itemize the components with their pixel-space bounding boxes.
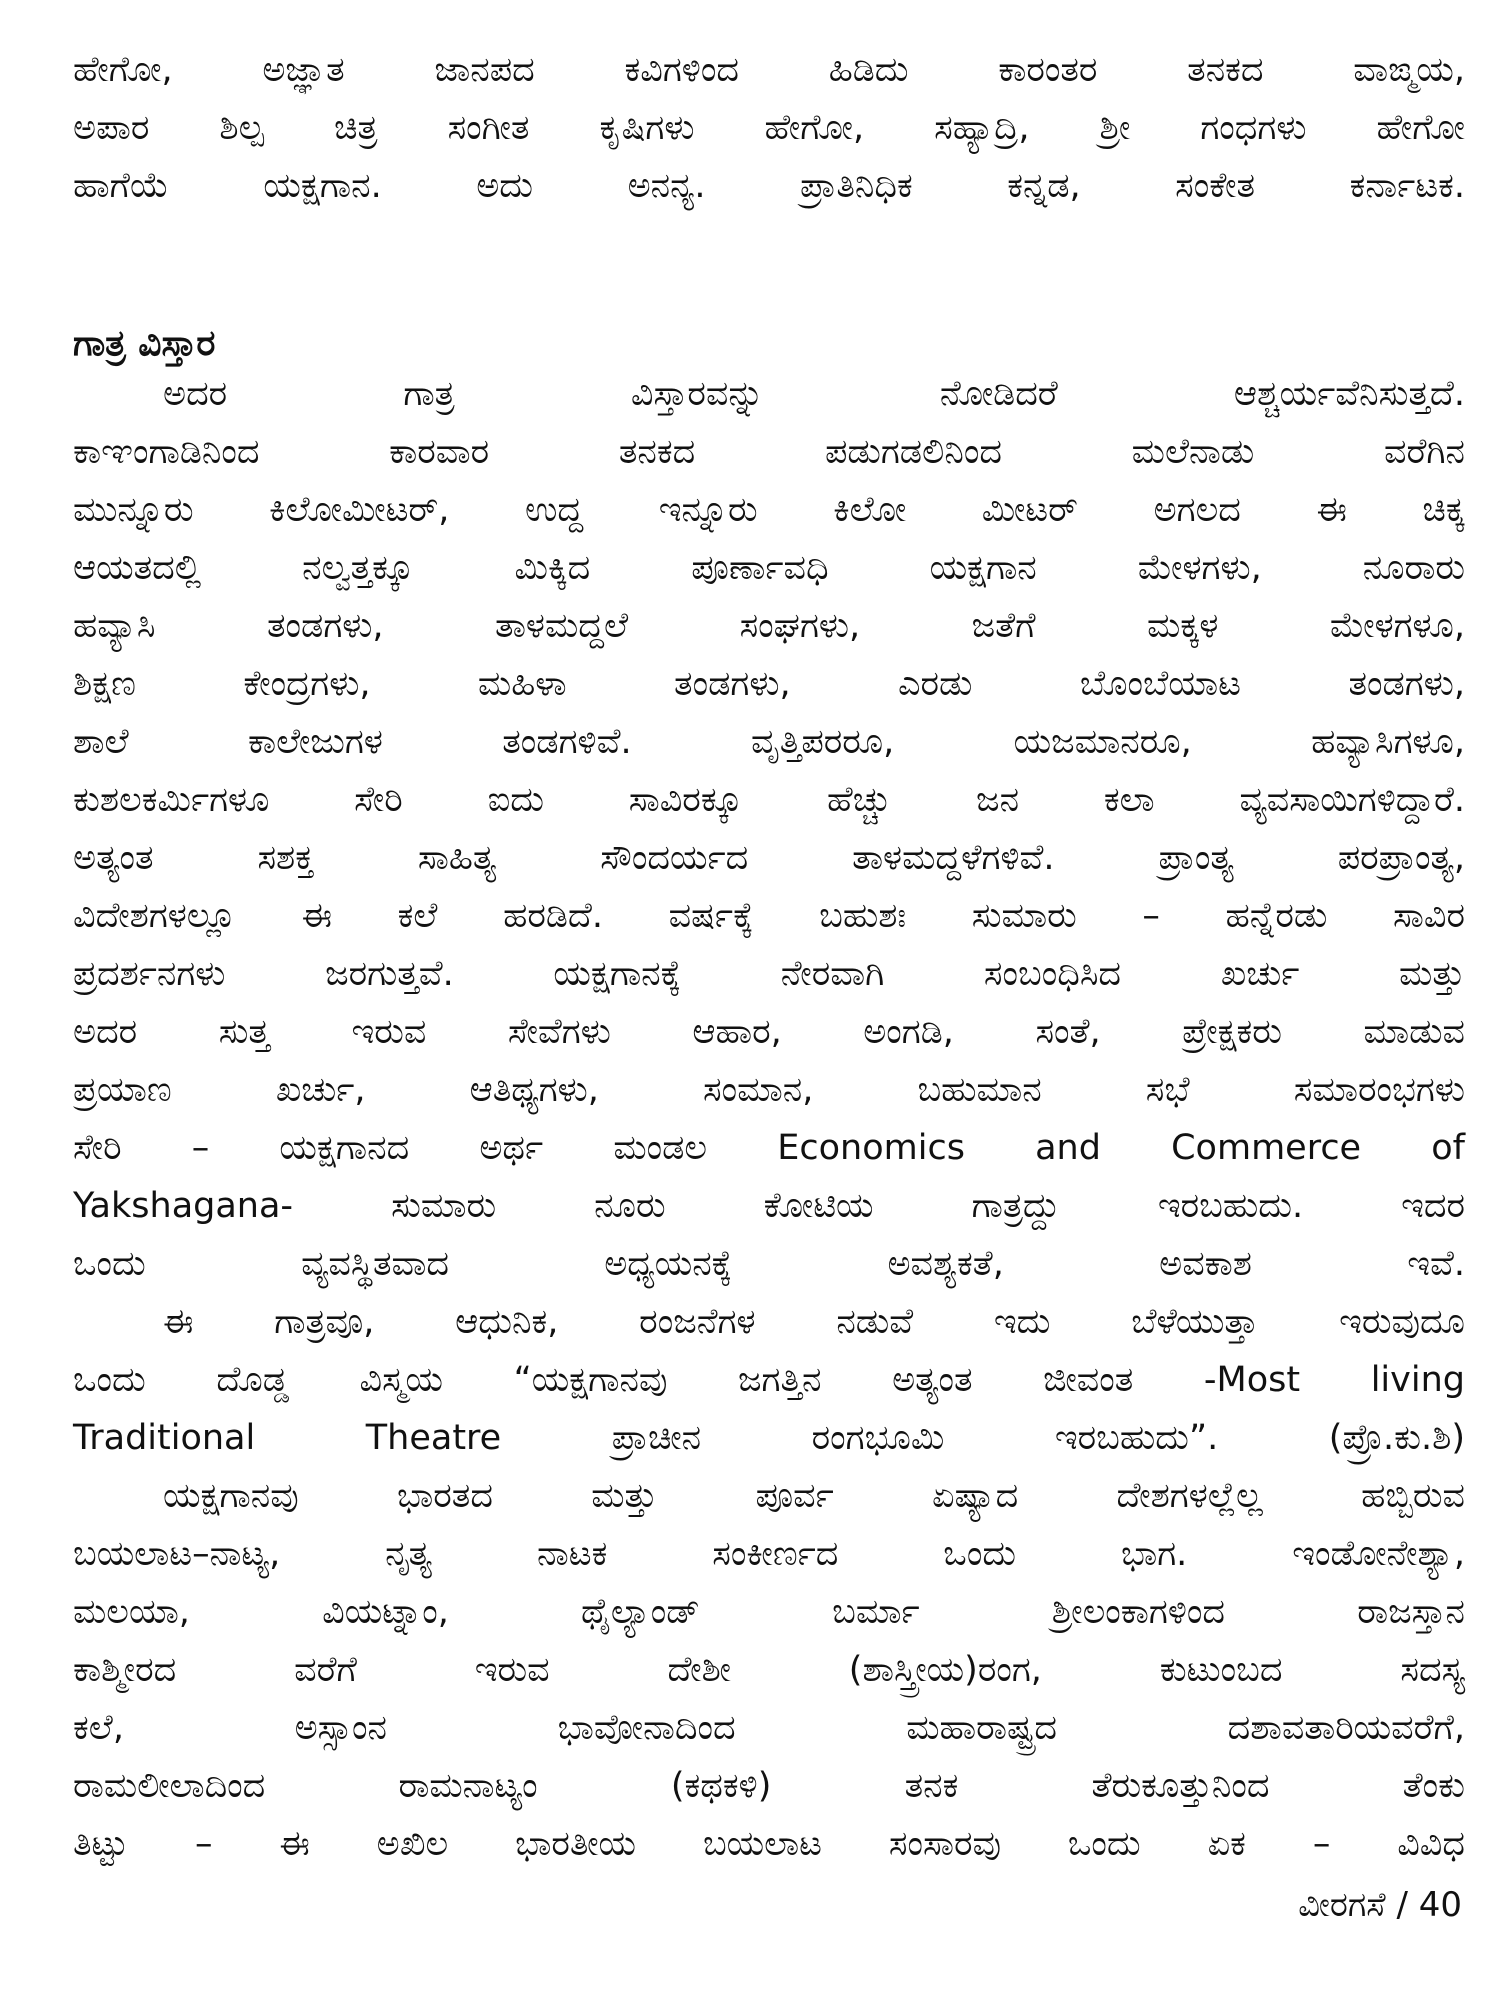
text-line: ಆಯತದಲ್ಲಿ ನಲ್ವತ್ತಕ್ಕೂ ಮಿಕ್ಕಿದ ಪೂರ್ಣಾವಧಿ ಯಕ್ಷಗಾನ ಮೇಳಗಳು, ನೂರಾರು: [73, 548, 1465, 588]
section-heading: ಗಾತ್ರ ವಿಸ್ತಾರ: [73, 323, 216, 364]
text-line: ಬಯಲಾಟ–ನಾಟ್ಯ, ನೃತ್ಯ ನಾಟಕ ಸಂಕೀರ್ಣದ ಒಂದು ಭಾಗ. ಇಂಡೋನೇಶ್ಯಾ,: [73, 1534, 1465, 1574]
text-line: ಕುಶಲಕರ್ಮಿಗಳೂ ಸೇರಿ ಐದು ಸಾವಿರಕ್ಕೂ ಹೆಚ್ಚು ಜನ ಕಲಾ ವ್ಯವಸಾಯಿಗಳಿದ್ದಾರೆ.: [73, 780, 1465, 820]
text-line: ಶಾಲೆ ಕಾಲೇಜುಗಳ ತಂಡಗಳಿವೆ. ವೃತ್ತಿಪರರೂ, ಯಜಮಾನರೂ, ಹವ್ಯಾಸಿಗಳೂ,: [73, 722, 1465, 762]
text-line: ಯಕ್ಷಗಾನವು ಭಾರತದ ಮತ್ತು ಪೂರ್ವ ಏಷ್ಯಾದ ದೇಶಗಳಲ್ಲೆಲ್ಲ ಹಬ್ಬಿರುವ: [163, 1476, 1465, 1516]
text-line: ಹಾಗೆಯೆ ಯಕ್ಷಗಾನ. ಅದು ಅನನ್ಯ. ಪ್ರಾತಿನಿಧಿಕ ಕನ್ನಡ, ಸಂಕೇತ ಕರ್ನಾಟಕ.: [73, 166, 1465, 206]
text-line: Yakshagana- ಸುಮಾರು ನೂರು ಕೋಟಿಯ ಗಾತ್ರದ್ದು ಇರಬಹುದು. ಇದರ: [73, 1186, 1465, 1226]
text-line: ಮಲಯಾ, ವಿಯಟ್ನಾಂ, ಥೈಲ್ಯಾಂಡ್ ಬರ್ಮಾ ಶ್ರೀಲಂಕಾಗಳಿಂದ ರಾಜಸ್ತಾನ: [73, 1592, 1465, 1632]
text-line: ಕಾಞಂಗಾಡಿನಿಂದ ಕಾರವಾರ ತನಕದ ಪಡುಗಡಲಿನಿಂದ ಮಲೆನಾಡು ವರೆಗಿನ: [73, 432, 1465, 472]
text-line: ಈ ಗಾತ್ರವೂ, ಆಧುನಿಕ, ರಂಜನೆಗಳ ನಡುವೆ ಇದು ಬೆಳೆಯುತ್ತಾ ಇರುವುದೂ: [163, 1302, 1465, 1342]
text-line: ಪ್ರದರ್ಶನಗಳು ಜರಗುತ್ತವೆ. ಯಕ್ಷಗಾನಕ್ಕೆ ನೇರವಾಗಿ ಸಂಬಂಧಿಸಿದ ಖರ್ಚು ಮತ್ತು: [73, 954, 1465, 994]
page-footer: ವೀರಗಸೆ / 40: [1298, 1885, 1462, 1925]
text-line: Traditional Theatre ಪ್ರಾಚೀನ ರಂಗಭೂಮಿ ಇರಬಹುದು”. (ಪ್ರೊ.ಕು.ಶಿ): [73, 1418, 1465, 1458]
text-line: ಅದರ ಸುತ್ತ ಇರುವ ಸೇವೆಗಳು ಆಹಾರ, ಅಂಗಡಿ, ಸಂತೆ, ಪ್ರೇಕ್ಷಕರು ಮಾಡುವ: [73, 1012, 1465, 1052]
text-line: ಒಂದು ದೊಡ್ಡ ವಿಸ್ಮಯ “ಯಕ್ಷಗಾನವು ಜಗತ್ತಿನ ಅತ್ಯಂತ ಜೀವಂತ -Most living: [73, 1360, 1465, 1400]
text-line: ಸೇರಿ – ಯಕ್ಷಗಾನದ ಅರ್ಥ ಮಂಡಲ Economics and Commerce of: [73, 1128, 1465, 1168]
text-line: ಹೇಗೋ, ಅಜ್ಞಾತ ಜಾನಪದ ಕವಿಗಳಿಂದ ಹಿಡಿದು ಕಾರಂತರ ತನಕದ ವಾಙ್ಮಯ,: [73, 50, 1465, 90]
text-line: ಅತ್ಯಂತ ಸಶಕ್ತ ಸಾಹಿತ್ಯ ಸೌಂದರ್ಯದ ತಾಳಮದ್ದಳೆಗಳಿವೆ. ಪ್ರಾಂತ್ಯ ಪರಪ್ರಾಂತ್ಯ,: [73, 838, 1465, 878]
text-line: ಪ್ರಯಾಣ ಖರ್ಚು, ಆತಿಥ್ಯಗಳು, ಸಂಮಾನ, ಬಹುಮಾನ ಸಭೆ ಸಮಾರಂಭಗಳು: [73, 1070, 1465, 1110]
text-line: ಮುನ್ನೂರು ಕಿಲೋಮೀಟರ್, ಉದ್ದ ಇನ್ನೂರು ಕಿಲೋ ಮೀಟರ್ ಅಗಲದ ಈ ಚಿಕ್ಕ: [73, 490, 1465, 530]
intro-paragraph: [73, 41, 1465, 215]
text-line: ವಿದೇಶಗಳಲ್ಲೂ ಈ ಕಲೆ ಹರಡಿದೆ. ವರ್ಷಕ್ಕೆ ಬಹುಶಃ ಸುಮಾರು – ಹನ್ನೆರಡು ಸಾವಿರ: [73, 896, 1465, 936]
text-line: ತಿಟ್ಟು – ಈ ಅಖಿಲ ಭಾರತೀಯ ಬಯಲಾಟ ಸಂಸಾರವು ಒಂದು ಏಕ – ವಿವಿಧ: [73, 1824, 1465, 1864]
text-line: ಹವ್ಯಾಸಿ ತಂಡಗಳು, ತಾಳಮದ್ದಲೆ ಸಂಘಗಳು, ಜತೆಗೆ ಮಕ್ಕಳ ಮೇಳಗಳೂ,: [73, 606, 1465, 646]
text-line: ರಾಮಲೀಲಾದಿಂದ ರಾಮನಾಟ್ಯಂ (ಕಥಕಳಿ) ತನಕ ತೆರುಕೂತ್ತುನಿಂದ ತೆಂಕು: [73, 1766, 1465, 1806]
text-line: ಅಪಾರ ಶಿಲ್ಪ ಚಿತ್ರ ಸಂಗೀತ ಕೃಷಿಗಳು ಹೇಗೋ, ಸಹ್ಯಾದ್ರಿ, ಶ್ರೀ ಗಂಧಗಳು ಹೇಗೋ: [73, 108, 1465, 148]
text-line: ಶಿಕ್ಷಣ ಕೇಂದ್ರಗಳು, ಮಹಿಳಾ ತಂಡಗಳು, ಎರಡು ಬೊಂಬೆಯಾಟ ತಂಡಗಳು,: [73, 664, 1465, 704]
body-text: [73, 365, 1465, 1873]
text-line: ಕಾಶ್ಮೀರದ ವರೆಗೆ ಇರುವ ದೇಶೀ (ಶಾಸ್ತ್ರೀಯ)ರಂಗ, ಕುಟುಂಬದ ಸದಸ್ಯ: [73, 1650, 1465, 1690]
text-line: ಅದರ ಗಾತ್ರ ವಿಸ್ತಾರವನ್ನು ನೋಡಿದರೆ ಆಶ್ಚರ್ಯವೆನಿಸುತ್ತದೆ.: [163, 374, 1465, 414]
text-line: ಕಲೆ, ಅಸ್ಸಾಂನ ಭಾವೋನಾದಿಂದ ಮಹಾರಾಷ್ಟ್ರದ ದಶಾವತಾರಿಯವರೆಗೆ,: [73, 1708, 1465, 1748]
text-line: ಒಂದು ವ್ಯವಸ್ಥಿತವಾದ ಅಧ್ಯಯನಕ್ಕೆ ಅವಶ್ಯಕತೆ, ಅವಕಾಶ ಇವೆ.: [73, 1244, 1465, 1284]
